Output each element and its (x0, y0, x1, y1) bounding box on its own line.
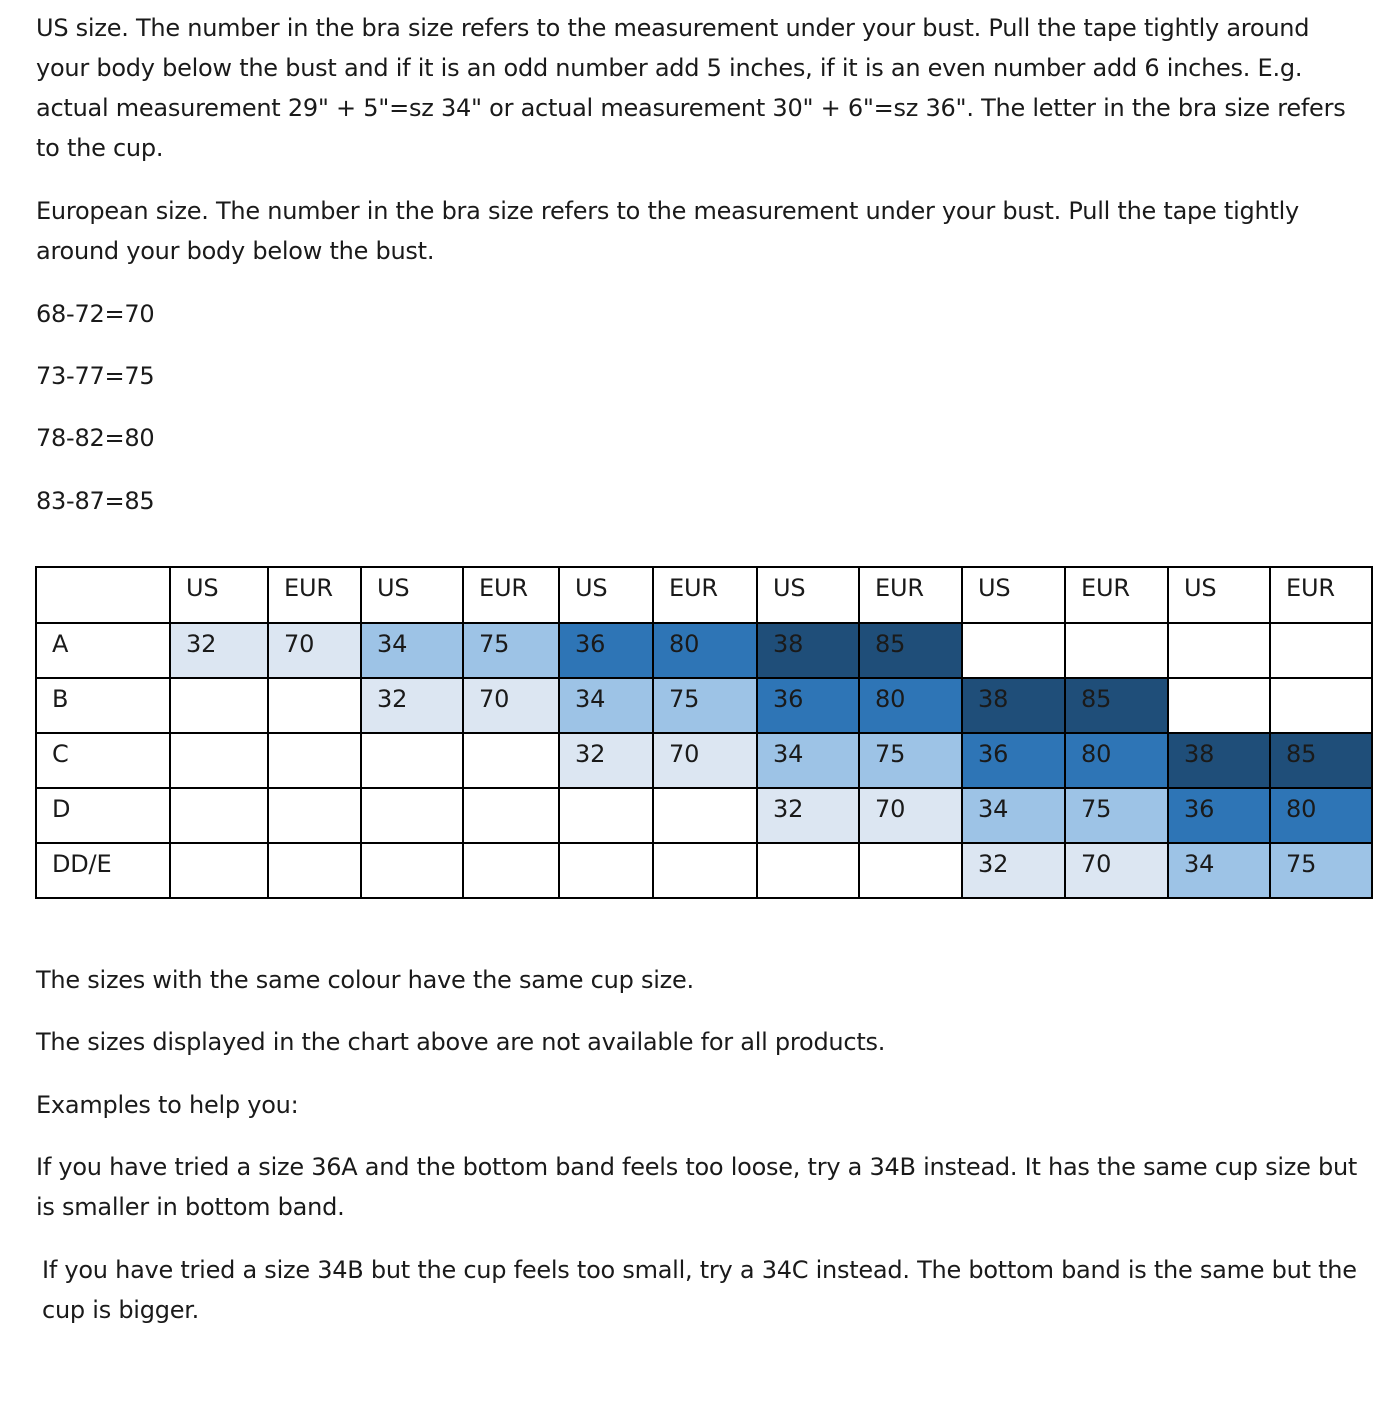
cup-label-cell: A (36, 623, 170, 678)
size-cell (463, 788, 559, 843)
size-cell (1065, 623, 1168, 678)
size-cell: 36 (559, 623, 653, 678)
cup-label-cell: D (36, 788, 170, 843)
availability-note: The sizes displayed in the chart above are not available for all products. (36, 1028, 886, 1056)
eur-range-1: 68-72=70 (36, 300, 155, 328)
size-cell: 75 (1065, 788, 1168, 843)
european-size-paragraph: European size. The number in the bra size refers to the measurement under your bust. Pull the tape tightly around your body below the bust. (36, 197, 1299, 265)
size-cell: 38 (757, 623, 859, 678)
header-cell: US (559, 567, 653, 623)
size-cell: 70 (653, 733, 757, 788)
size-cell (1168, 678, 1270, 733)
table-row (36, 788, 1372, 843)
header-cell: US (1168, 567, 1270, 623)
size-cell: 70 (268, 623, 361, 678)
header-cell: EUR (463, 567, 559, 623)
us-size-paragraph: US size. The number in the bra size refers to the measurement under your bust. Pull the tape tightly around your body below the bust and if it is an odd number add 5 inches, if it is an even number add 6 inches. E.g. actual measurement 29" + 5"=sz 34" or actual measurement 30" + 6"=sz 36". The letter in the bra size refers to the cup. (36, 14, 1346, 162)
size-cell: 85 (1270, 733, 1372, 788)
size-cell: 75 (859, 733, 962, 788)
table-row (36, 623, 1372, 678)
size-cell: 34 (757, 733, 859, 788)
size-cell (757, 843, 859, 898)
eur-range-3: 78-82=80 (36, 424, 155, 452)
size-cell (268, 733, 361, 788)
size-cell (361, 788, 463, 843)
size-cell (268, 788, 361, 843)
table-header-row (36, 567, 1372, 623)
size-cell (1168, 623, 1270, 678)
size-cell: 80 (653, 623, 757, 678)
cup-label-cell: DD/E (36, 843, 170, 898)
size-cell: 75 (463, 623, 559, 678)
cup-label-cell: C (36, 733, 170, 788)
size-cell: 32 (757, 788, 859, 843)
header-cell: EUR (1065, 567, 1168, 623)
size-cell (653, 788, 757, 843)
size-cell (361, 843, 463, 898)
size-cell (170, 733, 268, 788)
size-cell (170, 843, 268, 898)
size-cell: 75 (653, 678, 757, 733)
size-cell (559, 843, 653, 898)
size-cell: 34 (361, 623, 463, 678)
size-cell: 32 (559, 733, 653, 788)
size-cell: 32 (962, 843, 1065, 898)
size-cell: 36 (962, 733, 1065, 788)
size-cell (559, 788, 653, 843)
size-cell: 32 (170, 623, 268, 678)
size-cell (463, 843, 559, 898)
size-cell: 85 (859, 623, 962, 678)
table-row (36, 678, 1372, 733)
bra-size-chart (35, 566, 1373, 899)
same-colour-note: The sizes with the same colour have the same cup size. (36, 966, 694, 994)
header-cell: US (170, 567, 268, 623)
size-cell: 32 (361, 678, 463, 733)
size-cell: 36 (757, 678, 859, 733)
size-cell (859, 843, 962, 898)
header-corner-cell (36, 567, 170, 623)
size-cell (361, 733, 463, 788)
size-cell (1270, 623, 1372, 678)
size-cell: 70 (463, 678, 559, 733)
size-cell: 38 (1168, 733, 1270, 788)
header-cell: US (361, 567, 463, 623)
size-cell: 70 (859, 788, 962, 843)
size-cell: 70 (1065, 843, 1168, 898)
eur-range-4: 83-87=85 (36, 487, 155, 515)
size-cell (268, 843, 361, 898)
header-cell: EUR (653, 567, 757, 623)
examples-intro: Examples to help you: (36, 1091, 299, 1119)
size-cell (268, 678, 361, 733)
size-cell: 75 (1270, 843, 1372, 898)
size-cell: 80 (1065, 733, 1168, 788)
table-row (36, 733, 1372, 788)
size-cell (170, 678, 268, 733)
size-cell (962, 623, 1065, 678)
eur-range-2: 73-77=75 (36, 362, 155, 390)
size-cell: 80 (1270, 788, 1372, 843)
size-cell (463, 733, 559, 788)
header-cell: EUR (859, 567, 962, 623)
cup-label-cell: B (36, 678, 170, 733)
size-cell: 80 (859, 678, 962, 733)
size-cell: 38 (962, 678, 1065, 733)
size-cell (653, 843, 757, 898)
header-cell: US (962, 567, 1065, 623)
table-row (36, 843, 1372, 898)
size-cell: 34 (962, 788, 1065, 843)
example-2: If you have tried a size 34B but the cup feels too small, try a 34C instead. The bottom band is the same but the cup is bigger. (42, 1256, 1357, 1324)
header-cell: EUR (268, 567, 361, 623)
header-cell: EUR (1270, 567, 1372, 623)
size-cell: 34 (559, 678, 653, 733)
size-cell: 34 (1168, 843, 1270, 898)
header-cell: US (757, 567, 859, 623)
size-cell (170, 788, 268, 843)
size-cell: 85 (1065, 678, 1168, 733)
example-1: If you have tried a size 36A and the bottom band feels too loose, try a 34B instead. It has the same cup size but is smaller in bottom band. (36, 1153, 1358, 1221)
size-cell (1270, 678, 1372, 733)
size-cell: 36 (1168, 788, 1270, 843)
